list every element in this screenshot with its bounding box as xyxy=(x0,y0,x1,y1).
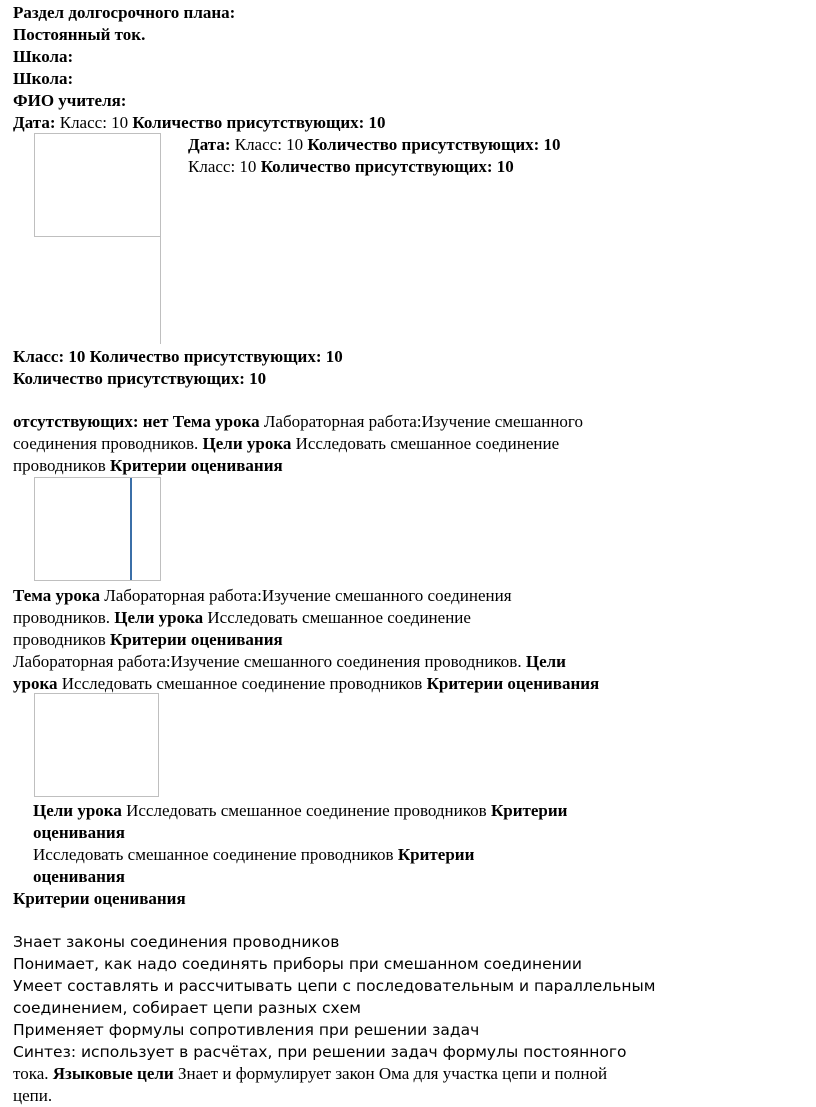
class-label: Класс: 10 xyxy=(188,157,257,176)
teacher-name-label: ФИО учителя: xyxy=(13,91,127,110)
criteria-label: Критерии xyxy=(397,845,475,864)
criteria-label: Критерии оценивания xyxy=(110,630,283,649)
conductors-text: соединения проводников. xyxy=(13,434,203,453)
goals-text: Исследовать смешанное соединение xyxy=(291,434,560,453)
current-text: тока. xyxy=(13,1064,53,1083)
image-placeholder-2 xyxy=(34,477,161,581)
school-label: Школа: xyxy=(13,47,74,66)
criterion-item: Синтез: использует в расчётах, при решении задач формулы постоянного xyxy=(13,1043,627,1061)
goals-text: Исследовать смешанное соединение проводников xyxy=(57,674,427,693)
goals-label: Цели урока xyxy=(202,434,292,453)
present-count-label: Количество присутствующих: 10 xyxy=(303,135,561,154)
present-count-label: Количество присутствующих: 10 xyxy=(256,157,514,176)
goals-label: урока xyxy=(13,674,58,693)
goals-text: Исследовать смешанное соединение проводников xyxy=(33,845,398,864)
lesson-topic-line-2 xyxy=(13,585,512,607)
criterion-item: Применяет формулы сопротивления при решении задач xyxy=(13,1021,480,1039)
goals-criteria-line xyxy=(13,673,599,695)
goals-criteria-line-3 xyxy=(33,844,474,866)
lesson-goals-line-2 xyxy=(13,607,471,629)
criteria-label-wrap: оценивания xyxy=(33,823,125,842)
absent-topic-label: отсутствующих: нет Тема урока xyxy=(13,412,260,431)
goals-criteria-line-2 xyxy=(33,800,567,822)
language-goals-label: Языковые цели xyxy=(52,1064,174,1083)
lab-work-text: Лабораторная работа:Изучение смешанного соединения проводников. xyxy=(13,652,526,671)
language-goals-wrap: цепи. xyxy=(13,1086,53,1105)
criteria-heading: Критерии оценивания xyxy=(13,889,186,908)
lab-topic-text: Изучение смешанного xyxy=(421,412,583,431)
divider-line-1 xyxy=(160,236,161,344)
lesson-topic-line xyxy=(13,411,583,433)
date-label: Дата: xyxy=(188,135,235,154)
goals-label: Цели xyxy=(525,652,566,671)
topic-title: Постоянный ток. xyxy=(13,25,146,44)
criterion-item: Знает законы соединения проводников xyxy=(13,933,340,951)
goals-text: Исследовать смешанное соединение проводников xyxy=(121,801,491,820)
criteria-line xyxy=(13,455,283,477)
school-label-2: Школа: xyxy=(13,69,74,88)
class-label: Класс: 10 xyxy=(59,113,129,132)
class-row-3 xyxy=(188,156,514,178)
conductors-text: проводников xyxy=(13,456,111,475)
class-row-4 xyxy=(13,346,343,368)
image-placeholder-3 xyxy=(34,693,159,797)
language-goals-line xyxy=(13,1063,607,1085)
lesson-goals-line xyxy=(13,433,559,455)
lab-work-text: Лабораторная работа: xyxy=(99,586,262,605)
criterion-item: Понимает, как надо соединять приборы при смешанном соединении xyxy=(13,955,582,973)
date-class-row xyxy=(13,112,386,134)
blue-divider-line xyxy=(130,478,132,580)
criterion-item: Умеет составлять и рассчитывать цепи с последовательным и параллельным xyxy=(13,977,656,995)
lab-work-text: Лабораторная работа: xyxy=(259,412,422,431)
present-count-label: Количество присутствующих: 10 xyxy=(85,347,343,366)
topic-label: Тема урока xyxy=(13,586,100,605)
class-label: Класс: 10 xyxy=(13,347,86,366)
criteria-label: Критерии xyxy=(490,801,568,820)
goals-label: Цели урока xyxy=(33,801,122,820)
present-count-label: Количество присутствующих: 10 xyxy=(128,113,386,132)
image-placeholder-1 xyxy=(34,133,161,237)
lab-topic-text: Изучение смешанного соединения xyxy=(261,586,512,605)
plan-section-label: Раздел долгосрочного плана: xyxy=(13,3,236,22)
criteria-line-2 xyxy=(13,629,283,651)
conductors-text: проводников xyxy=(13,630,111,649)
criteria-label: Критерии оценивания xyxy=(426,674,600,693)
date-label: Дата: xyxy=(13,113,60,132)
present-count-line: Количество присутствующих: 10 xyxy=(13,369,267,388)
lab-work-line xyxy=(13,651,566,673)
class-label: Класс: 10 xyxy=(234,135,304,154)
date-class-row-2 xyxy=(188,134,561,156)
language-goals-text: Знает и формулирует закон Ома для участка цепи и полной xyxy=(173,1064,608,1083)
criteria-label-wrap-2: оценивания xyxy=(33,867,125,886)
criterion-item: соединением, собирает цепи разных схем xyxy=(13,999,361,1017)
criteria-label: Критерии оценивания xyxy=(110,456,283,475)
goals-text: Исследовать смешанное соединение xyxy=(203,608,471,627)
conductors-text: проводников. xyxy=(13,608,115,627)
goals-label: Цели урока xyxy=(114,608,204,627)
